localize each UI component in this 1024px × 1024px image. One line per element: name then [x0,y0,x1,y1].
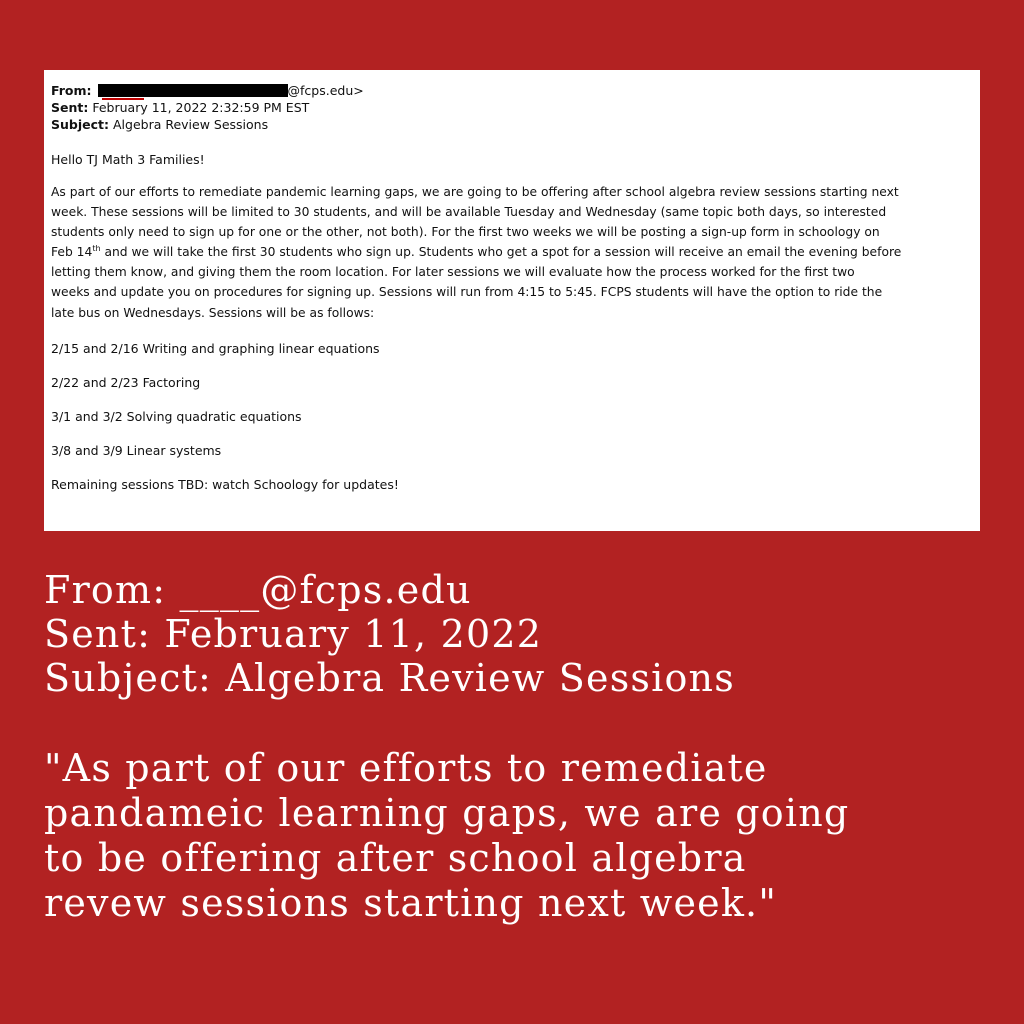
body-line: As part of our efforts to remediate pandemic learning gaps, we are going to be offering after school algebra review sessions starting next [51,185,899,199]
quote-line: revew sessions starting next week." [44,881,778,925]
caption-block [44,568,1004,926]
session-item: 3/1 and 3/2 Solving quadratic equations [51,408,302,424]
email-screenshot [44,70,980,531]
email-from-line [51,82,970,99]
email-greeting: Hello TJ Math 3 Families! [51,152,205,167]
quote-line: to be offering after school algebra [44,836,747,880]
sent-label: Sent: [51,100,89,115]
caption-sent: Sent: February 11, 2022 [44,612,543,656]
from-domain: @fcps.edu> [287,83,364,98]
session-item: 2/15 and 2/16 Writing and graphing linear equations [51,340,380,356]
subject-label: Subject: [51,117,109,132]
session-item: 3/8 and 3/9 Linear systems [51,442,222,458]
redaction-mark [102,98,144,100]
email-body-paragraph [51,182,970,323]
body-line: week. These sessions will be limited to 30 students, and will be available Tuesday and Wednesday (same topic both days, so interested [51,205,887,220]
body-line: letting them know, and giving them the room location. For later sessions we will evaluate how the process worked for the first two [51,265,855,280]
email-sent-line [51,99,970,116]
session-item: 2/22 and 2/23 Factoring [51,374,201,390]
body-line-rest: and we will take the first 30 students who sign up. Students who get a spot for a session will receive an email the evening before [100,245,902,260]
body-line: weeks and update you on procedures for signing up. Sessions will run from 4:15 to 5:45. FCPS students will have the option to ride the [51,285,883,300]
body-line [51,242,970,262]
caption-from: From: ____@fcps.edu [44,568,472,612]
from-label: From: [51,83,92,98]
caption-subject: Subject: Algebra Review Sessions [44,656,735,700]
ordinal-suffix: th [92,244,101,254]
body-line: late bus on Wednesdays. Sessions will be as follows: [51,305,375,320]
quote-line: "As part of our efforts to remediate [44,746,768,790]
caption-quote [44,746,1004,926]
body-line: students only need to sign up for one or the other, not both). For the first two weeks we will be posting a sign-up form in schoology on [51,225,880,240]
subject-value: Algebra Review Sessions [112,117,269,132]
redacted-sender [98,84,288,97]
body-line-date: Feb 14 [51,245,93,260]
remaining-sessions-note: Remaining sessions TBD: watch Schoology for updates! [51,476,399,492]
sent-value: February 11, 2022 2:32:59 PM EST [92,100,310,115]
email-subject-line [51,116,970,133]
quote-line: pandameic learning gaps, we are going [44,791,850,835]
